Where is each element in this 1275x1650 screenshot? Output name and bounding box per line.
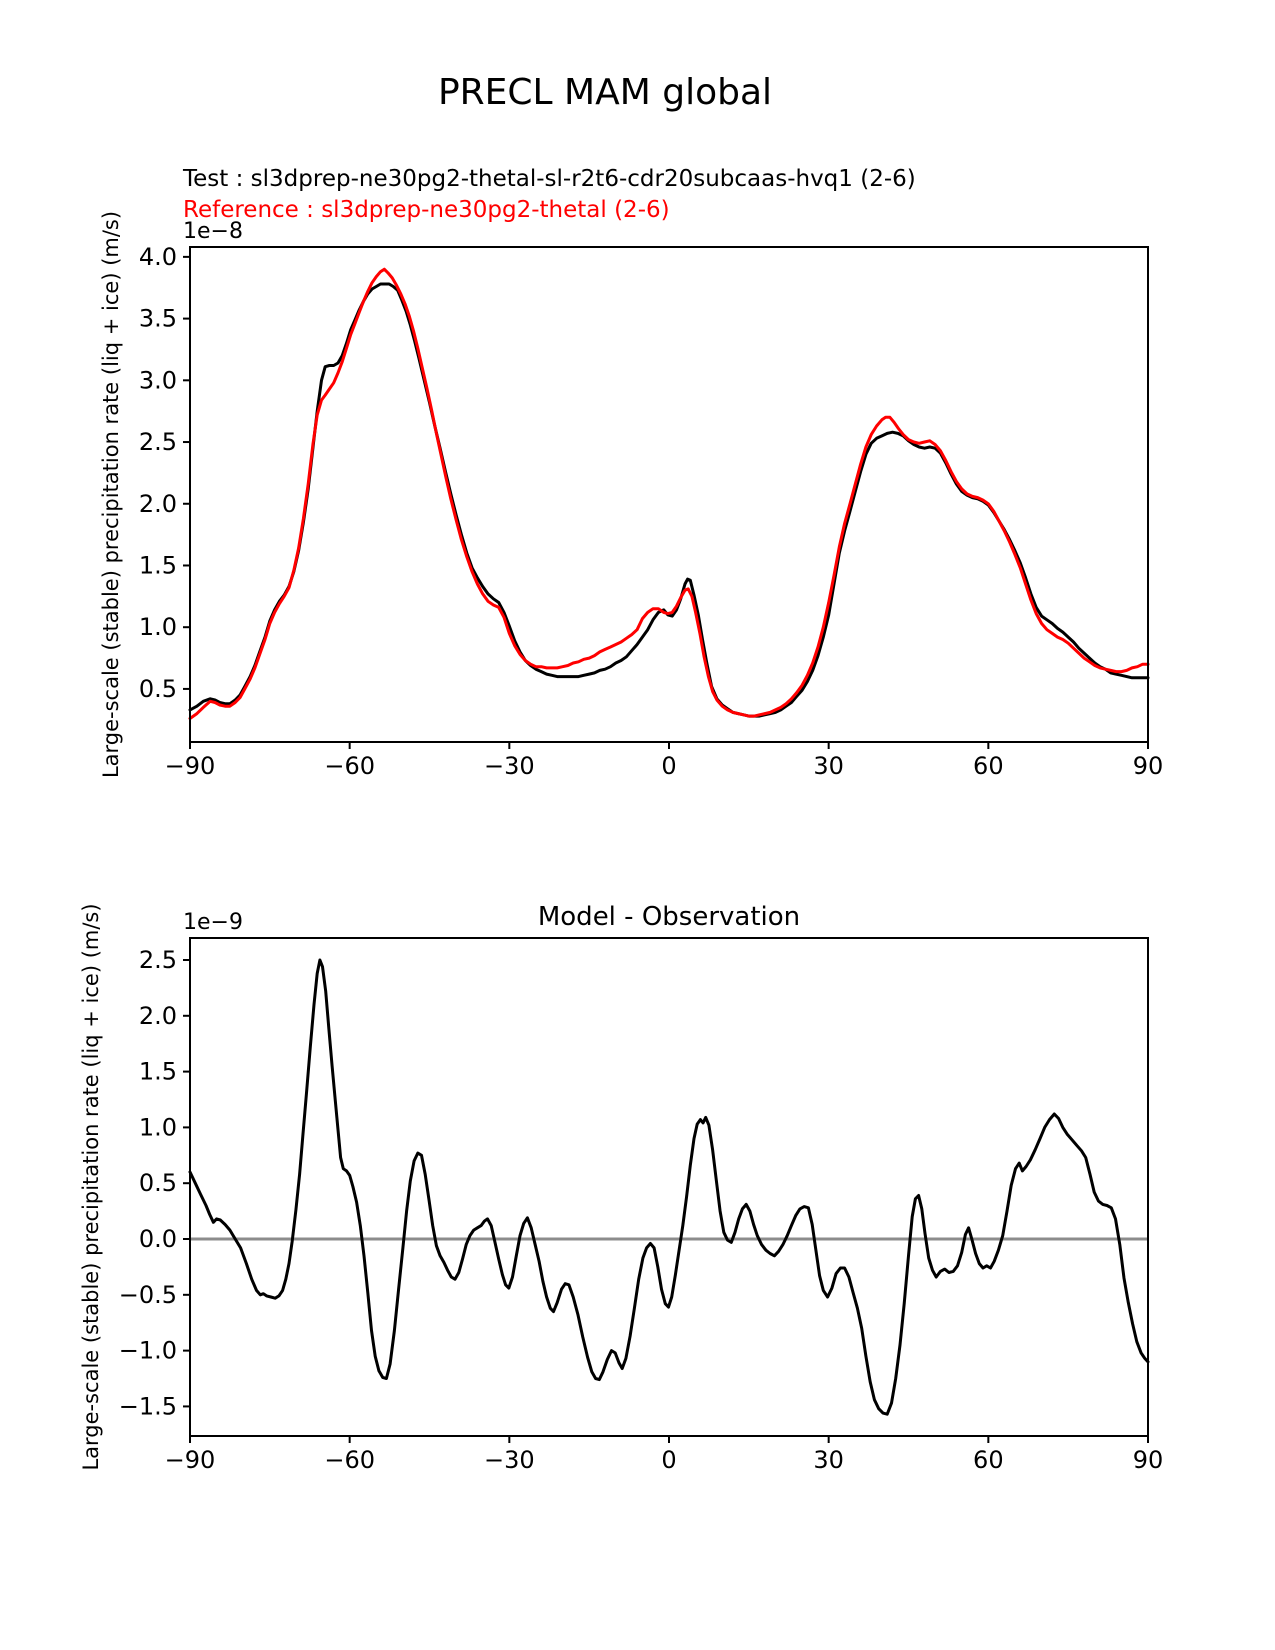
x-tick-label: 90 bbox=[1132, 1446, 1164, 1474]
x-tick-label: −90 bbox=[164, 752, 216, 780]
y-tick-label: −1.5 bbox=[118, 1392, 177, 1421]
y-tick-label: 2.5 bbox=[138, 945, 177, 974]
reference-line bbox=[190, 269, 1148, 718]
axes-frame bbox=[190, 938, 1148, 1436]
x-tick-label: 0 bbox=[661, 752, 677, 780]
x-tick-label: 90 bbox=[1132, 752, 1164, 780]
y-tick-label: 4.0 bbox=[138, 242, 177, 271]
x-tick-label: −60 bbox=[324, 752, 375, 780]
x-tick-label: 0 bbox=[661, 1446, 677, 1474]
y-tick-label: 0.5 bbox=[138, 674, 177, 703]
subplot-title: Model - Observation bbox=[537, 902, 801, 932]
y-tick-label: 3.5 bbox=[138, 304, 177, 333]
y-tick-label: 1.0 bbox=[138, 1113, 177, 1142]
y-tick-label: 2.0 bbox=[138, 1001, 177, 1030]
test-run-label: Test : sl3dprep-ne30pg2-thetal-sl-r2t6-cdr20subcaas-hvq1 (2-6) bbox=[183, 166, 916, 192]
reference-run-label: Reference : sl3dprep-ne30pg2-thetal (2-6) bbox=[183, 197, 670, 223]
y-tick-label: 3.0 bbox=[138, 366, 177, 395]
axes-frame bbox=[190, 247, 1148, 742]
y-tick-label: 2.5 bbox=[138, 428, 177, 457]
axis-offset-text: 1e−8 bbox=[183, 219, 243, 244]
x-tick-label: 30 bbox=[813, 752, 844, 780]
page-title: PRECL MAM global bbox=[437, 72, 773, 113]
y-tick-label: −1.0 bbox=[118, 1336, 177, 1365]
y-tick-label: 2.0 bbox=[138, 489, 177, 518]
y-axis-label: Large-scale (stable) precipitation rate (liq + ice) (m/s) bbox=[79, 903, 103, 1471]
x-tick-label: 60 bbox=[973, 752, 1004, 780]
x-tick-label: 30 bbox=[813, 1446, 844, 1474]
x-tick-label: 60 bbox=[973, 1446, 1004, 1474]
difference-line bbox=[190, 960, 1148, 1414]
y-tick-label: 1.5 bbox=[138, 1057, 177, 1086]
y-tick-label: 1.5 bbox=[138, 551, 177, 580]
x-tick-label: −30 bbox=[484, 1446, 535, 1474]
y-tick-label: 0.5 bbox=[138, 1169, 177, 1198]
test-line bbox=[190, 284, 1148, 716]
y-tick-label: −0.5 bbox=[118, 1280, 177, 1309]
x-tick-label: −30 bbox=[484, 752, 535, 780]
y-tick-label: 1.0 bbox=[138, 613, 177, 642]
axis-offset-text: 1e−9 bbox=[183, 910, 243, 935]
y-tick-label: 0.0 bbox=[138, 1225, 177, 1254]
x-tick-label: −90 bbox=[164, 1446, 216, 1474]
y-axis-label: Large-scale (stable) precipitation rate (liq + ice) (m/s) bbox=[99, 210, 123, 779]
x-tick-label: −60 bbox=[324, 1446, 375, 1474]
